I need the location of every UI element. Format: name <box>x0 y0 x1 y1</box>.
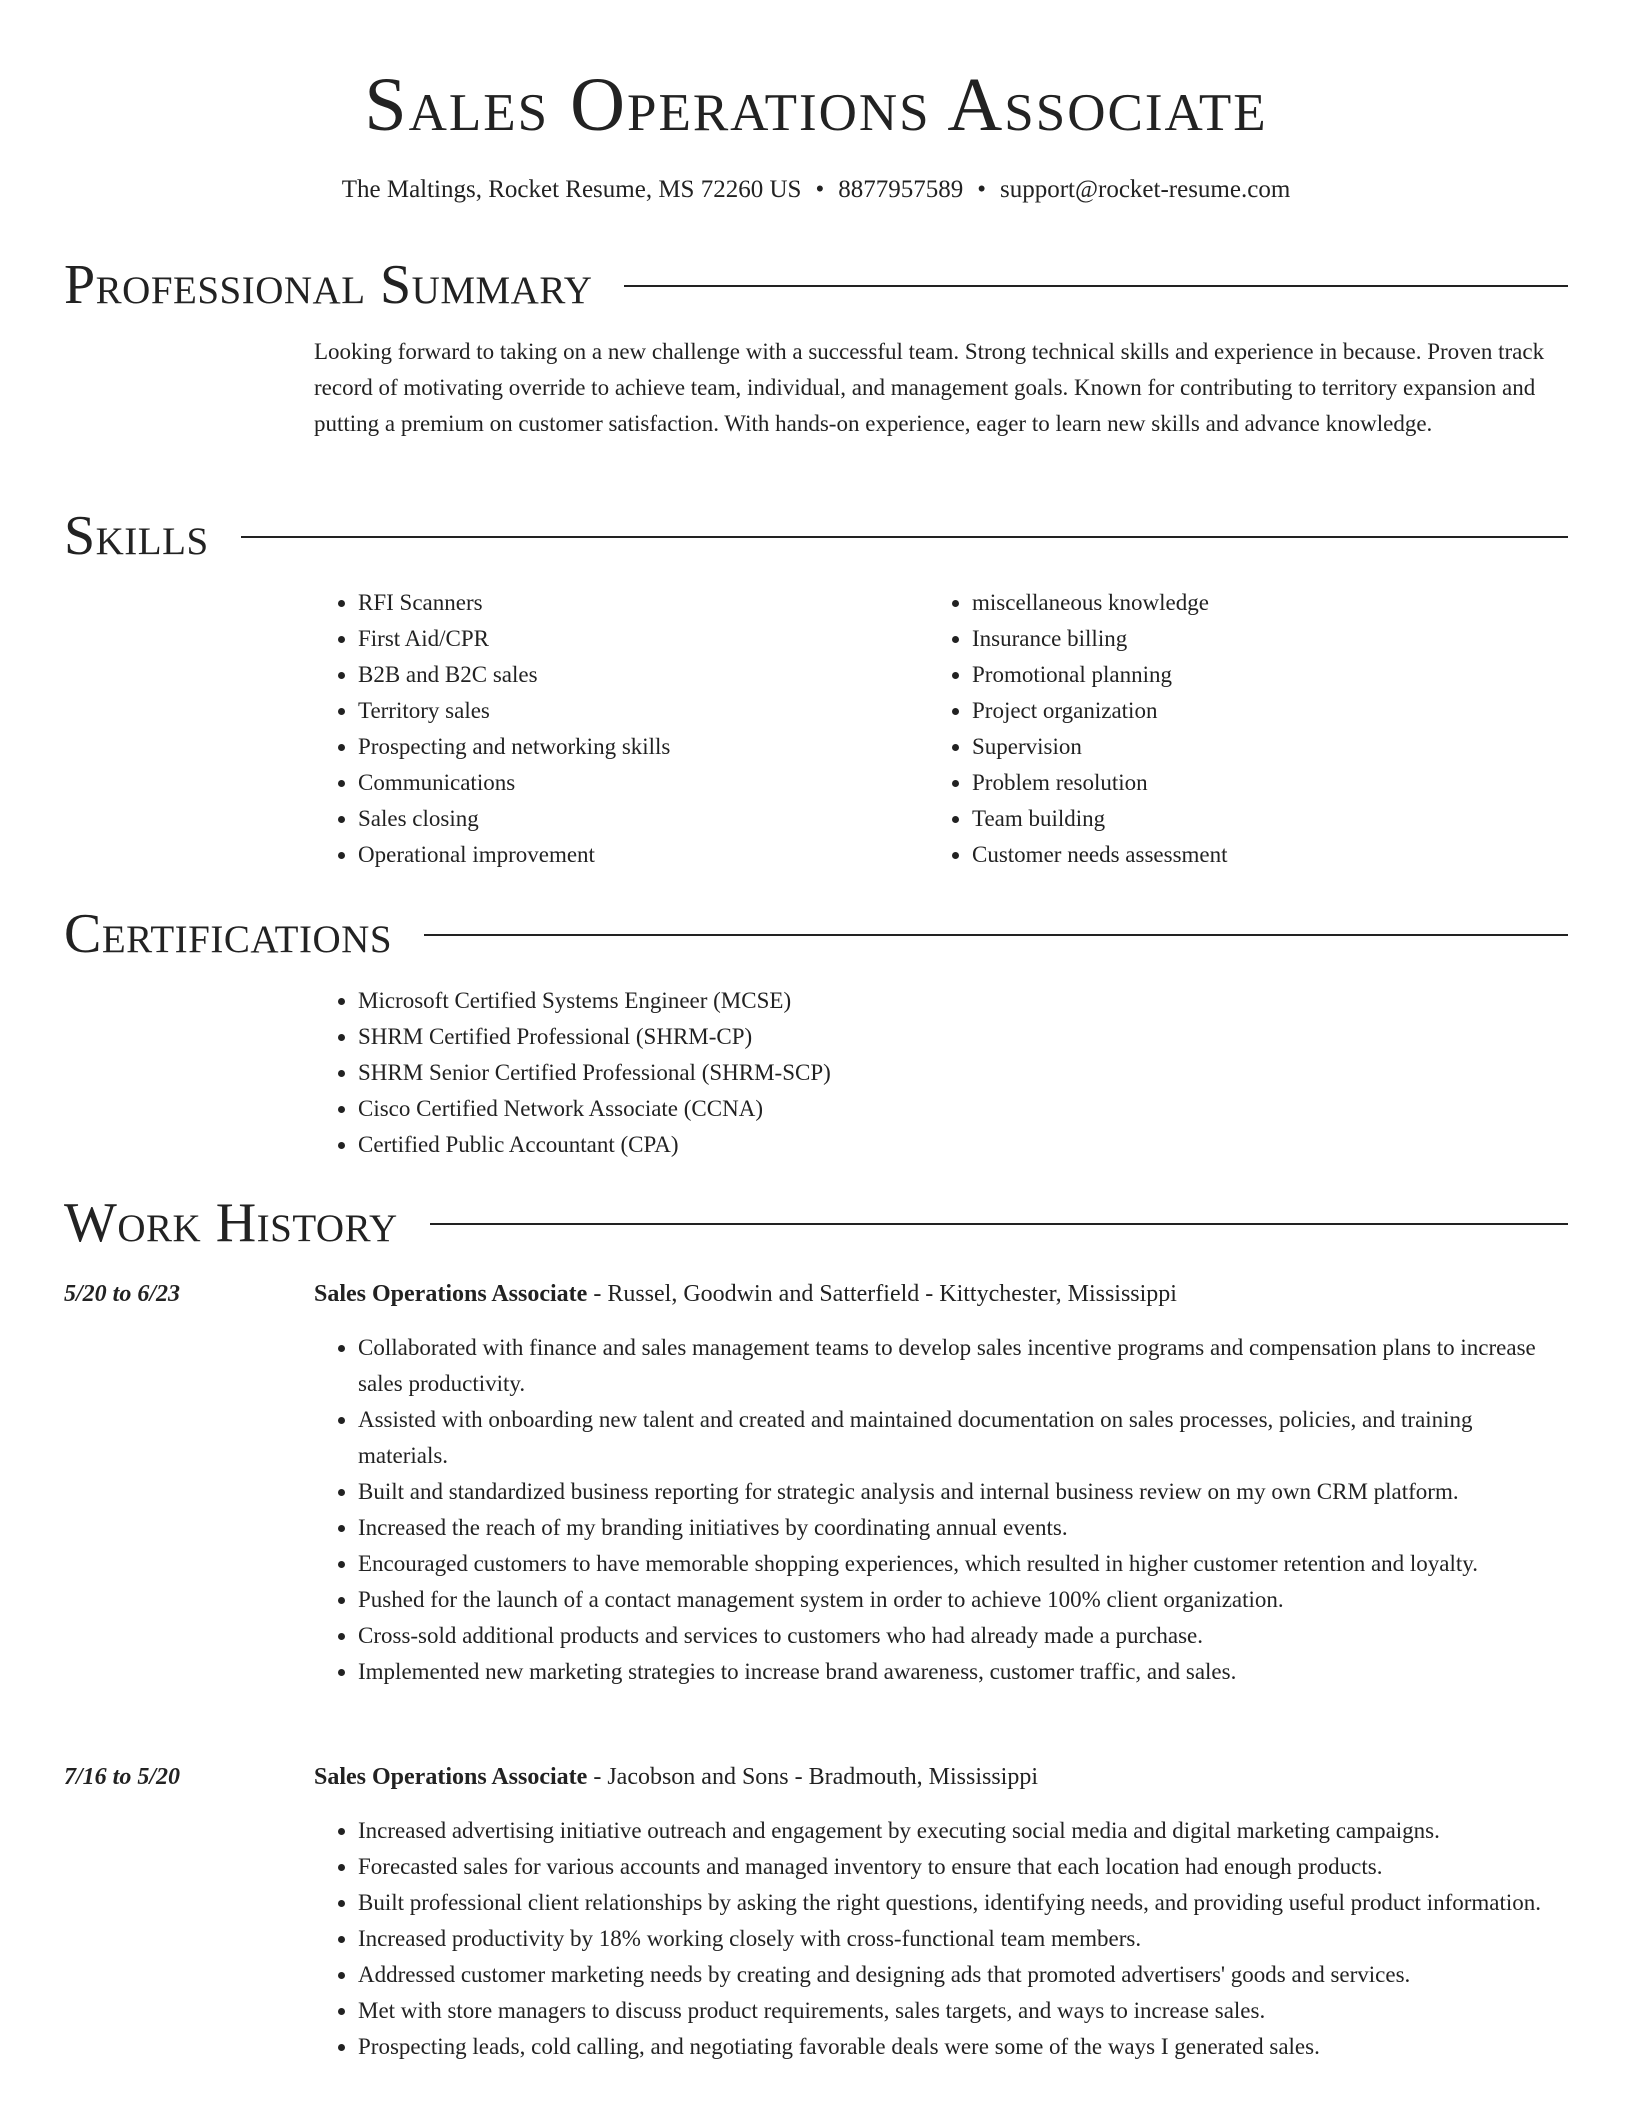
section-divider <box>430 1223 1568 1225</box>
contact-address: The Maltings, Rocket Resume, MS 72260 US <box>341 176 802 203</box>
contact-separator: • <box>977 176 986 203</box>
skill-item: • Communications <box>358 765 914 801</box>
section-divider <box>624 285 1568 287</box>
job-bullet: • Increased productivity by 18% working closely with cross-functional team members. <box>358 1921 1568 1957</box>
skills-section-header <box>64 506 1568 566</box>
job-employer-location: - Russel, Goodwin and Satterfield - Kittychester, Mississippi <box>587 1281 1177 1307</box>
certification-item: • SHRM Certified Professional (SHRM-CP) <box>358 1019 1568 1055</box>
contact-phone: 8877957589 <box>838 176 964 203</box>
certification-item: • Certified Public Accountant (CPA) <box>358 1127 1568 1163</box>
skill-item: • Sales closing <box>358 801 914 837</box>
job-bullets-list <box>314 1330 1568 1690</box>
certifications-section-header <box>64 904 1568 964</box>
summary-paragraph: Looking forward to taking on a new challenge with a successful team. Strong technical skills and experience in because. Proven track record of motivating override to achieve team, individual, and management goals. Known for contributing to territory expansion and putting a premium on customer satisfaction. With hands-on experience, eager to learn new skills and advance knowledge. <box>314 339 1545 436</box>
job-bullet: • Forecasted sales for various accounts and managed inventory to ensure that each location had enough products. <box>358 1849 1568 1885</box>
job-bullet: • Implemented new marketing strategies to increase brand awareness, customer traffic, and sales. <box>358 1654 1568 1690</box>
section-divider <box>424 934 1568 936</box>
job-bullet: • Built professional client relationships by asking the right questions, identifying needs, and providing useful product information. <box>358 1885 1568 1921</box>
skills-left-column <box>314 585 914 873</box>
job-bullet: • Increased the reach of my branding initiatives by coordinating annual events. <box>358 1510 1568 1546</box>
skills-right-list <box>928 585 1528 873</box>
contact-email: support@rocket-resume.com <box>999 176 1291 203</box>
skill-item: • Problem resolution <box>972 765 1528 801</box>
section-divider <box>241 536 1568 538</box>
job-title-line <box>314 1759 1568 1795</box>
job-bullet: • Built and standardized business reporting for strategic analysis and internal business review on my own CRM platform. <box>358 1474 1568 1510</box>
skill-item: • Supervision <box>972 729 1528 765</box>
skill-item: • B2B and B2C sales <box>358 657 914 693</box>
skills-section-title: Skills <box>64 505 209 567</box>
job-bullet: • Prospecting leads, cold calling, and negotiating favorable deals were some of the ways I generated sales. <box>358 2029 1568 2065</box>
job-bullet: • Met with store managers to discuss product requirements, sales targets, and ways to increase sales. <box>358 1993 1568 2029</box>
job-bullet: • Cross-sold additional products and services to customers who had already made a purchase. <box>358 1618 1568 1654</box>
skill-item: • Promotional planning <box>972 657 1528 693</box>
contact-line <box>0 175 1632 205</box>
job-title-line <box>314 1276 1568 1312</box>
job-bullets-block <box>314 1813 1568 2065</box>
job-bullet: • Assisted with onboarding new talent and created and maintained documentation on sales processes, policies, and training materials. <box>358 1402 1568 1474</box>
job-role: Sales Operations Associate <box>314 1281 588 1307</box>
skill-item: • First Aid/CPR <box>358 621 914 657</box>
certification-item: • SHRM Senior Certified Professional (SHRM-SCP) <box>358 1055 1568 1091</box>
skill-item: • Operational improvement <box>358 837 914 873</box>
resume-name-heading: Sales Operations Associate <box>364 63 1268 147</box>
job-dates: 7/16 to 5/20 <box>64 1764 181 1790</box>
work-history-section-title: Work History <box>64 1192 398 1254</box>
skill-item: • miscellaneous knowledge <box>972 585 1528 621</box>
job-bullet: • Collaborated with finance and sales management teams to develop sales incentive programs and compensation plans to increase sales productivity. <box>358 1330 1568 1402</box>
skill-item: • Prospecting and networking skills <box>358 729 914 765</box>
skill-item: • Insurance billing <box>972 621 1528 657</box>
certifications-section-title: Certifications <box>64 903 393 965</box>
skill-item: • RFI Scanners <box>358 585 914 621</box>
skill-item: • Team building <box>972 801 1528 837</box>
certifications-block <box>314 983 1568 1163</box>
job-bullet: • Addressed customer marketing needs by creating and designing ads that promoted advertisers' goods and services. <box>358 1957 1568 1993</box>
contact-separator: • <box>815 176 825 203</box>
job-bullets-block <box>314 1330 1568 1690</box>
job-bullet: • Encouraged customers to have memorable shopping experiences, which resulted in higher customer retention and loyalty. <box>358 1546 1568 1582</box>
job-bullet: • Pushed for the launch of a contact management system in order to achieve 100% client organization. <box>358 1582 1568 1618</box>
job-employer-location: - Jacobson and Sons - Bradmouth, Mississippi <box>587 1764 1038 1790</box>
job-dates: 5/20 to 6/23 <box>64 1281 181 1307</box>
skills-left-list <box>314 585 914 873</box>
certification-item: • Cisco Certified Network Associate (CCNA) <box>358 1091 1568 1127</box>
job-bullet: • Increased advertising initiative outreach and engagement by executing social media and digital marketing campaigns. <box>358 1813 1568 1849</box>
summary-section-title: Professional Summary <box>64 254 593 316</box>
job-role: Sales Operations Associate <box>314 1764 588 1790</box>
job-bullets-list <box>314 1813 1568 2065</box>
skill-item: • Customer needs assessment <box>972 837 1528 873</box>
summary-section-header <box>64 255 1568 315</box>
certifications-list <box>314 983 1568 1163</box>
skill-item: • Project organization <box>972 693 1528 729</box>
work-history-section-header <box>64 1193 1568 1253</box>
certification-item: • Microsoft Certified Systems Engineer (MCSE) <box>358 983 1568 1019</box>
skills-right-column <box>928 585 1528 873</box>
skill-item: • Territory sales <box>358 693 914 729</box>
